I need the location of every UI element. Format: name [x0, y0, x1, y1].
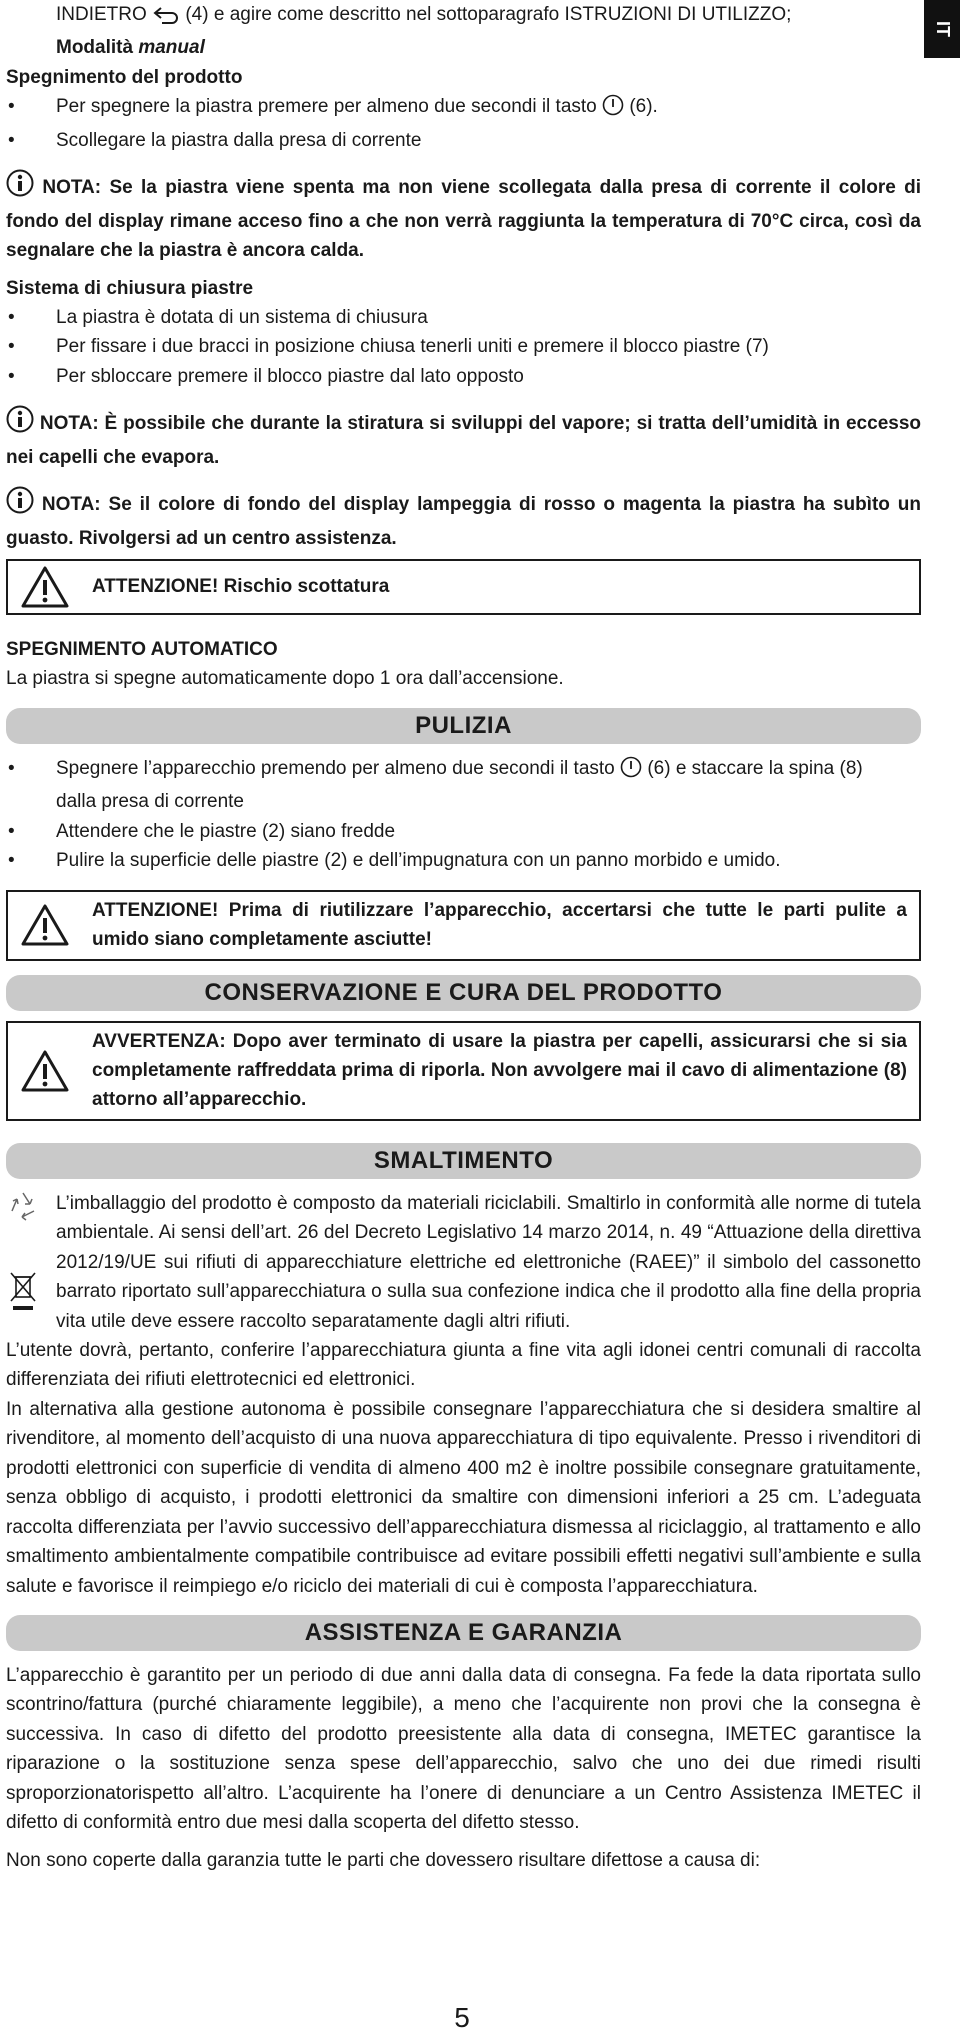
mode-value: manual — [138, 37, 205, 59]
intro-text-before: INDIETRO — [56, 4, 147, 25]
shutdown-heading: Spegnimento del prodotto — [6, 66, 243, 88]
warning-triangle-icon — [14, 565, 76, 609]
warning-cool-down — [6, 1021, 921, 1121]
list-item: • Scollegare la piastra dalla presa di corrente — [6, 126, 921, 155]
section-title-storage: CONSERVAZIONE E CURA DEL PRODOTTO — [6, 975, 921, 1011]
bullet-text-cont: dalla presa di corrente — [56, 791, 244, 813]
disposal-block — [6, 1189, 921, 1336]
warning-triangle-icon — [14, 903, 76, 947]
recycle-icon — [6, 1189, 40, 1232]
note-text: NOTA: Se il colore di fondo del display lampeggia di rosso o magenta la piastra ha subìto un guasto. Rivolgersi ad un centro assistenza. — [6, 494, 921, 549]
intro-line — [6, 0, 921, 33]
cleaning-list — [6, 754, 921, 876]
mode-label: Modalità — [56, 37, 134, 59]
list-item: • Pulire la superficie delle piastre (2) e dell’impugnatura con un panno morbido e umido. — [6, 846, 921, 875]
manual-page — [6, 0, 921, 1875]
info-icon — [6, 169, 34, 206]
disposal-paragraph-1: L’utente dovrà, pertanto, conferire l’apparecchiatura giunta a fine vita agli idonei centri comunali di raccolta differenziata dei rifiuti elettrotecnici ed elettronici. — [6, 1340, 921, 1391]
bullet-text-after: (6) e staccare la spina (8) — [647, 757, 863, 779]
bullet-text-after: (6). — [629, 96, 658, 118]
warning-text: AVVERTENZA: Dopo aver terminato di usare la piastra per capelli, assicurarsi che si sia completamente raffreddata prima di riporla. Non avvolgere mai il cavo di alimentazione (8) attorno all’apparecchio. — [92, 1030, 907, 1111]
list-item: • Per fissare i due bracci in posizione chiusa tenerli uniti e premere il blocco piastre (7) — [6, 332, 921, 361]
bullet-text: Per spegnere la piastra premere per almeno due secondi il tasto — [56, 96, 597, 118]
list-item — [6, 92, 921, 125]
section-title-disposal: SMALTIMENTO — [6, 1143, 921, 1179]
warning-triangle-icon — [14, 1049, 76, 1093]
language-tab: IT — [924, 0, 960, 58]
list-item: • La piastra è dotata di un sistema di chiusura — [6, 303, 921, 332]
info-icon — [6, 405, 34, 442]
list-item: • Attendere che le piastre (2) siano fredde — [6, 817, 921, 846]
section-title-cleaning: PULIZIA — [6, 708, 921, 744]
intro-text-after: (4) e agire come descritto nel sottoparagrafo ISTRUZIONI DI UTILIZZO; — [185, 4, 792, 25]
warranty-paragraph-2: Non sono coperte dalla garanzia tutte le parti che dovessero risultare difettose a causa di: — [6, 1849, 761, 1871]
list-item — [6, 754, 921, 817]
warning-text: ATTENZIONE! Prima di riutilizzare l’apparecchio, accertarsi che tutte le parti pulite a umido siano completamente asciutte! — [92, 899, 907, 951]
crossed-bin-icon — [8, 1269, 38, 1322]
section-title-warranty: ASSISTENZA E GARANZIA — [6, 1615, 921, 1651]
note-steam — [6, 405, 921, 472]
auto-off-text: La piastra si spegne automaticamente dopo 1 ora dall’accensione. — [6, 668, 564, 690]
disposal-paragraph-2: In alternativa alla gestione autonoma è possibile consegnare l’apparecchiatura che si desidera smaltire al rivenditore, al momento dell’acquisto di una nuova apparecchiatura di tipo equivalente. Presso i rivenditori di prodotti elettronici con superficie di vendita di almeno 400 m2 è inoltre possibile consegnare gratuitamente, senza obbligo di acquisto, i prodotti elettronici da smaltire con dimensioni inferiori a 25 cm. L’adeguata raccolta differenziata per l’avvio successivo dell’apparecchiatura dismessa al riciclaggio, al trattamento e allo smaltimento ambientalmente compatibile contribuisce ad evitare possibili effetti negativi sull’ambiente e sulla salute e favorisce il reimpiego e/o riciclo dei materiali di cui è composta l’apparecchiatura. — [6, 1398, 921, 1597]
auto-off-heading: SPEGNIMENTO AUTOMATICO — [6, 639, 278, 660]
intro-mode-line — [6, 33, 921, 62]
power-icon — [620, 756, 642, 787]
back-arrow-icon — [152, 4, 180, 33]
lock-list — [6, 303, 921, 391]
info-icon — [6, 486, 34, 523]
warranty-paragraph-1: L’apparecchio è garantito per un periodo di due anni dalla data di consegna. Fa fede la data riportata sullo scontrino/fattura (purché chiaramente leggibile), a meno che l’acquirente non provi che la consegna è successiva. In caso di difetto del prodotto preesistente alla data di consegna, IMETEC garantisce la riparazione o la sostituzione senza spese dell’apparecchio, salvo che uno dei due rimedi risulti sproporzionatorispetto all’altro. L’acquirente ha l’onere di denunciare a un Centro Assistenza IMETEC il difetto di conformità entro due mesi dalla scoperta del difetto stesso. — [6, 1664, 921, 1834]
power-icon — [602, 94, 624, 125]
disposal-text: L’imballaggio del prodotto è composto da materiali riciclabili. Smaltirlo in conformità alle norme di tutela ambientale. Ai sensi dell’art. 26 del Decreto Legislativo 14 marzo 2014, n. 49 “Attuazione della direttiva 2012/19/UE sui rifiuti di apparecchiature elettriche ed elettroniche (RAEE)” il simbolo del cassonetto barrato riportato sull’apparecchiatura o sulla sua confezione indica che il prodotto alla fine della propria vita utile deve essere raccolto separatamente dagli altri rifiuti. — [56, 1192, 921, 1332]
note-fault — [6, 486, 921, 553]
warning-burn — [6, 559, 921, 615]
note-text: NOTA: È possibile che durante la stiratura si sviluppi del vapore; si tratta dell’umidità in eccesso nei capelli che evapora. — [6, 413, 921, 468]
note-display-warm — [6, 169, 921, 265]
note-text: NOTA: Se la piastra viene spenta ma non viene scollegata dalla presa di corrente il colore di fondo del display rimane acceso fino a che non verrà raggiunta la temperatura di 70°C circa, così da segnalare che la piastra è ancora calda. — [6, 177, 922, 262]
bullet-text: Spegnere l’apparecchio premendo per almeno due secondi il tasto — [56, 757, 615, 779]
lock-heading: Sistema di chiusura piastre — [6, 277, 254, 299]
page-number: 5 — [454, 2002, 470, 2033]
warning-text: ATTENZIONE! Rischio scottatura — [92, 576, 390, 598]
shutdown-list — [6, 92, 921, 155]
warning-dry — [6, 890, 921, 961]
list-item: • Per sbloccare premere il blocco piastre dal lato opposto — [6, 362, 921, 391]
